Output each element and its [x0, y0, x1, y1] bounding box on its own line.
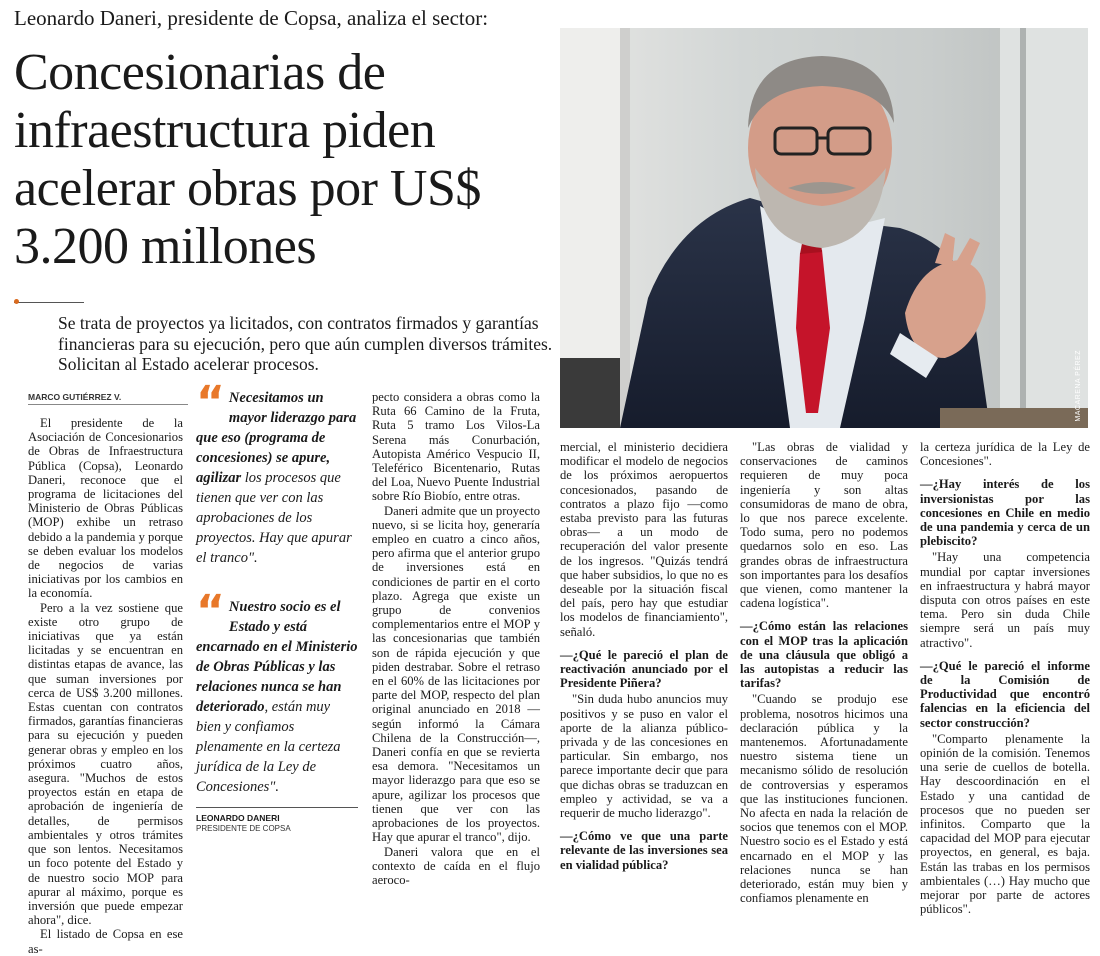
- interview-answer: "Las obras de vialidad y conservaciones de caminos requieren de muy poca ingeniería y son altas consumidoras de mano de obra, lo que nos parece excelente. Todo suma, pero no podemos quedarnos solo en eso. Las grandes obras de infraestructura son importantes para los desafíos que vienen, como mantener la cadena logística".: [740, 440, 908, 611]
- byline: MARCO GUTIÉRREZ V.: [28, 392, 122, 402]
- quote-mark-icon: “: [196, 377, 225, 428]
- paragraph: El presidente de la Asociación de Concesionarios de Obras de Infraestructura Pública (Copsa), Leonardo Daneri, reconoce que el programa de licitaciones del Ministerio de Obras Públicas (MOP) exhibe un retraso debido a la pandemia y porque se deben evaluar los modelos de negocios de varias iniciativas por los cambios en la economía.: [28, 416, 183, 601]
- interview-question: —¿Cómo ve que una parte relevante de las inversiones sea en vialidad pública?: [560, 829, 728, 872]
- paragraph: Pero a la vez sostiene que existe otro grupo de iniciativas que ya están licitadas y se encuentran en distintas etapas de avance, las que suman inversiones por cerca de US$ 3.200 millones. Estas cuentan con contratos firmados, garantías financieras para su ejecución y pueden generar obras y empleo en los próximos cuatro años, asegura. "Muchos de estos proyectos están en etapa de aprobación de ingeniería de detalles, de permisos ambientales y otros trámites que son lentos. Necesitamos un foco potente del Estado y de nuestro socio MOP para apurar al máximo, porque es inversión que puede empezar ahora", dice.: [28, 600, 183, 928]
- pullquote-2: [196, 586, 358, 797]
- byline-divider: [28, 404, 188, 405]
- headline-divider: [14, 302, 84, 303]
- headline-divider-dot: [14, 299, 19, 304]
- body-column-3: [372, 390, 540, 887]
- kicker: Leonardo Daneri, presidente de Copsa, analiza el sector:: [14, 6, 489, 30]
- interview-question: —¿Qué le pareció el informe de la Comisión de Productividad que encontró falencias en la eficiencia del sector construcción?: [920, 658, 1090, 730]
- portrait-illustration: [560, 28, 1088, 428]
- signature-name: LEONARDO DANERI: [196, 813, 280, 823]
- body-column-4: [560, 440, 728, 874]
- portrait-photo: [560, 28, 1088, 428]
- headline: Concesionarias de infraestructura piden acelerar obras por US$ 3.200 millones: [14, 44, 481, 275]
- pullquote-text: , están muy bien y confiamos plenamente en la certeza jurídica de la Ley de Concesiones".: [196, 699, 341, 795]
- body-column-5: [740, 440, 908, 906]
- quote-mark-icon: “: [196, 586, 225, 637]
- interview-answer: "Cuando se produjo ese problema, nosotros hicimos una declaración pública y la mantenemos. Afortunadamente nuestro sistema tiene un mecanismo sólido de resolución de controversias y esperamos que las instituciones funcionen. No afecta en nada la relación de socios que tenemos con el MOP. Nuestro socio es el Estado y está encarnado en el MOP y las relaciones nunca se han deteriorado, están muy bien y confiamos plenamente en: [740, 692, 908, 906]
- paragraph: la certeza jurídica de la Ley de Concesiones".: [920, 440, 1090, 469]
- pullquote-strong: Nuestro socio es el Estado y está encarnado en el Ministerio de Obras Públicas y las relaciones nunca se han deteriorado: [196, 599, 358, 715]
- paragraph: El listado de Copsa en ese as-: [28, 927, 183, 956]
- interview-question: —¿Qué le pareció el plan de reactivación anunciado por el Presidente Piñera?: [560, 647, 728, 691]
- body-column-6: [920, 440, 1090, 917]
- interview-answer: "Hay una competencia mundial por captar inversiones en infraestructura y habrá mayor disputa con otros países en este tema. Pero sin duda Chile siempre será un país muy atractivo".: [920, 550, 1090, 650]
- pullquote-strong: agilizar: [196, 470, 242, 486]
- interview-question: —¿Cómo están las relaciones con el MOP tras la aplicación de una cláusula que obligó a las autopistas a reducir las tarifas?: [740, 619, 908, 691]
- interview-question: —¿Hay interés de los inversionistas por las concesiones en Chile en medio de una pandemia y cerca de un plebiscito?: [920, 477, 1090, 549]
- paragraph: pecto considera a obras como la Ruta 66 Camino de la Fruta, Ruta 5 tramo Los Vilos-La Serena más Conurbación, Autopista Américo Vespucio II, Teleférico Bicentenario, Rutas del Loa, Nuevo Puente Industrial sobre Río Biobío, entre otras.: [372, 390, 540, 504]
- body-column-1: [28, 416, 183, 956]
- signature-role: PRESIDENTE DE COPSA: [196, 824, 291, 833]
- paragraph: Daneri admite que un proyecto nuevo, si se licita hoy, generaría empleo en cuatro a cinco años, pero afirma que el anterior grupo de inversiones está en condiciones de partir en el corto plazo. Agrega que existe un grupo de convenios complementarios entre el MOP y las concesionarias que también son de rápida ejecución y que piden destrabar. Sobre el retraso en el 60% de las licitaciones por parte del MOP, respecto del plan original anunciado en 2018 —según informó la Cámara Chilena de la Construcción—, Daneri confía en que se revierta esa demora. "Necesitamos un mayor liderazgo para que eso se apure, agilizar los procesos que tienen que ver con las aprobaciones de los proyectos. Hay que apurar el tranco", dijo.: [372, 503, 540, 845]
- subhead: Se trata de proyectos ya licitados, con contratos firmados y garantías financieras para su ejecución, pero que aún cumplen diversos trámites. Solicitan al Estado acelerar procesos.: [58, 313, 553, 374]
- pullquote-strong: Necesitamos un mayor liderazgo para que eso (programa de concesiones) se apure,: [196, 390, 357, 466]
- paragraph: mercial, el ministerio decidiera modificar el modelo de negocios de los próximos aeropuertos concesionados, pasando de contratos a plazo fijo —como estaba previsto para las futuras obras— a un modo de recuperación del valor presente de los ingresos. "Quizás tendrá que haber subsidios, lo que no es deseable por la situación fiscal del país, pero hay que estudiar los modelos de financiamiento", señaló.: [560, 440, 728, 639]
- interview-answer: "Sin duda hubo anuncios muy positivos y se puso en valor el aporte de la alianza público-privada y de las concesiones en particular. Sin embargo, nos parece importante decir que para que dichas obras se traduzcan en empleo y actividad, se va a requerir de mucho liderazgo".: [560, 692, 728, 821]
- pullquote-1: [196, 377, 358, 568]
- signature-divider: [196, 807, 358, 808]
- photo-credit: MACARENA PÉREZ: [1075, 350, 1082, 422]
- paragraph: Daneri valora que en el contexto de caída en el flujo aeroco-: [372, 844, 540, 887]
- pullquote-text: los procesos que tienen que ver con las aprobaciones de los proyectos. Hay que apurar el tranco".: [196, 470, 352, 566]
- interview-answer: "Comparto plenamente la opinión de la comisión. Tenemos una serie de cuellos de botella. Hay descoordinación en el Estado y una cantidad de procesos que no pueden ser infinitos. Comparto que la capacidad del MOP para ejecutar proyectos, en general, es baja. Están las trabas en los permisos ambientales (…) Hay mucho que mejorar por parte de actores públicos".: [920, 731, 1090, 917]
